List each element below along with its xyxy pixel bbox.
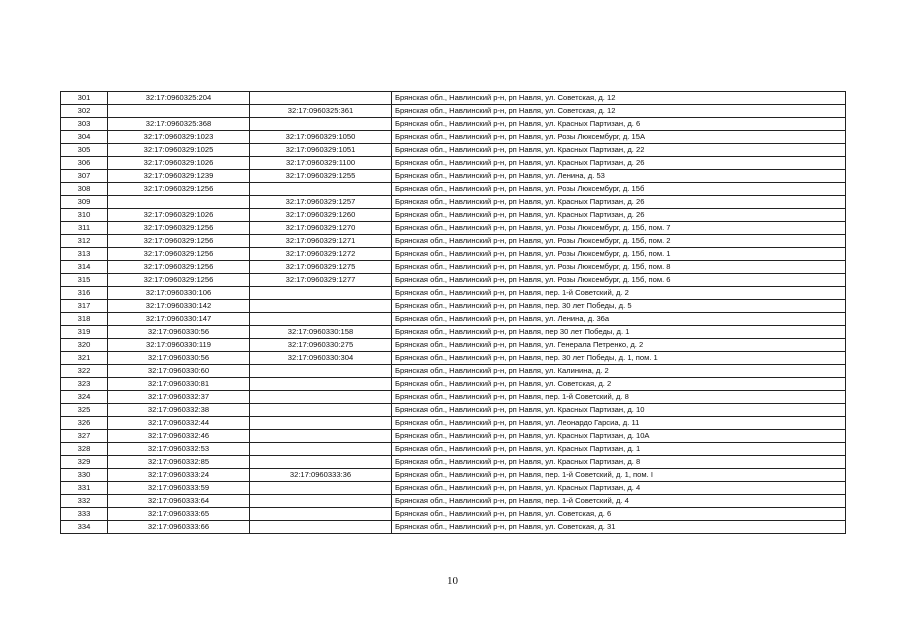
cadastral-number-cell: 32:17:0960332:85 <box>108 456 250 469</box>
cadastral-number-cell: 32:17:0960329:1256 <box>108 222 250 235</box>
related-cadastral-number-cell <box>250 443 392 456</box>
table-row <box>61 144 846 157</box>
table-row <box>61 430 846 443</box>
row-number-cell: 329 <box>61 456 108 469</box>
address-cell: Брянская обл., Навлинский р-н, рп Навля, ул. Советская, д. 12 <box>392 105 846 118</box>
row-number-cell: 301 <box>61 92 108 105</box>
address-cell: Брянская обл., Навлинский р-н, рп Навля, ул. Красных Партизан, д. 22 <box>392 144 846 157</box>
address-cell: Брянская обл., Навлинский р-н, рп Навля, ул. Красных Партизан, д. 10А <box>392 430 846 443</box>
table-row <box>61 92 846 105</box>
table-row <box>61 378 846 391</box>
related-cadastral-number-cell: 32:17:0960329:1271 <box>250 235 392 248</box>
related-cadastral-number-cell <box>250 404 392 417</box>
address-cell: Брянская обл., Навлинский р-н, рп Навля, пер. 30 лет Победы, д. 1, пом. 1 <box>392 352 846 365</box>
cadastral-number-cell: 32:17:0960329:1239 <box>108 170 250 183</box>
cadastral-number-cell: 32:17:0960333:65 <box>108 508 250 521</box>
related-cadastral-number-cell <box>250 417 392 430</box>
row-number-cell: 315 <box>61 274 108 287</box>
table-row <box>61 352 846 365</box>
cadastral-number-cell <box>108 196 250 209</box>
address-cell: Брянская обл., Навлинский р-н, рп Навля, ул. Советская, д. 31 <box>392 521 846 534</box>
address-cell: Брянская обл., Навлинский р-н, рп Навля, ул. Советская, д. 6 <box>392 508 846 521</box>
row-number-cell: 316 <box>61 287 108 300</box>
address-cell: Брянская обл., Навлинский р-н, рп Навля, ул. Ленина, д. 36а <box>392 313 846 326</box>
address-cell: Брянская обл., Навлинский р-н, рп Навля, ул. Генерала Петренко, д. 2 <box>392 339 846 352</box>
address-cell: Брянская обл., Навлинский р-н, рп Навля, ул. Красных Партизан, д. 1 <box>392 443 846 456</box>
address-cell: Брянская обл., Навлинский р-н, рп Навля, ул. Розы Люксембург, д. 15б, пом. 6 <box>392 274 846 287</box>
address-cell: Брянская обл., Навлинский р-н, рп Навля, ул. Розы Люксембург, д. 15б, пом. 2 <box>392 235 846 248</box>
row-number-cell: 321 <box>61 352 108 365</box>
related-cadastral-number-cell <box>250 183 392 196</box>
address-cell: Брянская обл., Навлинский р-н, рп Навля, ул. Красных Партизан, д. 26 <box>392 157 846 170</box>
related-cadastral-number-cell <box>250 287 392 300</box>
related-cadastral-number-cell: 32:17:0960329:1275 <box>250 261 392 274</box>
related-cadastral-number-cell <box>250 391 392 404</box>
cadastral-table <box>60 91 846 534</box>
related-cadastral-number-cell <box>250 482 392 495</box>
cadastral-number-cell: 32:17:0960330:81 <box>108 378 250 391</box>
related-cadastral-number-cell: 32:17:0960333:36 <box>250 469 392 482</box>
address-cell: Брянская обл., Навлинский р-н, рп Навля, ул. Советская, д. 2 <box>392 378 846 391</box>
cadastral-number-cell: 32:17:0960329:1256 <box>108 183 250 196</box>
row-number-cell: 309 <box>61 196 108 209</box>
table-row <box>61 287 846 300</box>
related-cadastral-number-cell: 32:17:0960329:1277 <box>250 274 392 287</box>
related-cadastral-number-cell <box>250 300 392 313</box>
address-cell: Брянская обл., Навлинский р-н, рп Навля, ул. Красных Партизан, д. 26 <box>392 196 846 209</box>
address-cell: Брянская обл., Навлинский р-н, рп Навля, ул. Красных Партизан, д. 10 <box>392 404 846 417</box>
related-cadastral-number-cell: 32:17:0960330:304 <box>250 352 392 365</box>
row-number-cell: 306 <box>61 157 108 170</box>
cadastral-number-cell: 32:17:0960325:368 <box>108 118 250 131</box>
table-row <box>61 456 846 469</box>
related-cadastral-number-cell: 32:17:0960329:1050 <box>250 131 392 144</box>
row-number-cell: 325 <box>61 404 108 417</box>
table-row <box>61 443 846 456</box>
row-number-cell: 305 <box>61 144 108 157</box>
cadastral-number-cell: 32:17:0960329:1026 <box>108 209 250 222</box>
address-cell: Брянская обл., Навлинский р-н, рп Навля, ул. Розы Люксембург, д. 15б, пом. 1 <box>392 248 846 261</box>
table-row <box>61 339 846 352</box>
table-row <box>61 365 846 378</box>
row-number-cell: 318 <box>61 313 108 326</box>
address-cell: Брянская обл., Навлинский р-н, рп Навля, ул. Красных Партизан, д. 6 <box>392 118 846 131</box>
row-number-cell: 319 <box>61 326 108 339</box>
row-number-cell: 302 <box>61 105 108 118</box>
related-cadastral-number-cell: 32:17:0960329:1257 <box>250 196 392 209</box>
table-row <box>61 391 846 404</box>
related-cadastral-number-cell <box>250 430 392 443</box>
table-row <box>61 274 846 287</box>
address-cell: Брянская обл., Навлинский р-н, рп Навля, ул. Ленина, д. 53 <box>392 170 846 183</box>
cadastral-number-cell: 32:17:0960330:142 <box>108 300 250 313</box>
row-number-cell: 312 <box>61 235 108 248</box>
row-number-cell: 326 <box>61 417 108 430</box>
row-number-cell: 314 <box>61 261 108 274</box>
row-number-cell: 333 <box>61 508 108 521</box>
table-row <box>61 157 846 170</box>
cadastral-number-cell: 32:17:0960330:56 <box>108 326 250 339</box>
cadastral-number-cell: 32:17:0960330:56 <box>108 352 250 365</box>
table-row <box>61 469 846 482</box>
table-row <box>61 209 846 222</box>
cadastral-number-cell: 32:17:0960332:46 <box>108 430 250 443</box>
cadastral-number-cell: 32:17:0960329:1026 <box>108 157 250 170</box>
table-row <box>61 508 846 521</box>
table-row <box>61 170 846 183</box>
cadastral-number-cell: 32:17:0960329:1256 <box>108 274 250 287</box>
row-number-cell: 323 <box>61 378 108 391</box>
row-number-cell: 317 <box>61 300 108 313</box>
table-row <box>61 417 846 430</box>
row-number-cell: 310 <box>61 209 108 222</box>
address-cell: Брянская обл., Навлинский р-н, рп Навля, пер. 1-й Советский, д. 1, пом. I <box>392 469 846 482</box>
related-cadastral-number-cell: 32:17:0960329:1272 <box>250 248 392 261</box>
related-cadastral-number-cell: 32:17:0960330:158 <box>250 326 392 339</box>
cadastral-number-cell: 32:17:0960325:204 <box>108 92 250 105</box>
cadastral-number-cell: 32:17:0960330:119 <box>108 339 250 352</box>
cadastral-number-cell: 32:17:0960332:44 <box>108 417 250 430</box>
table-row <box>61 248 846 261</box>
row-number-cell: 327 <box>61 430 108 443</box>
table-row <box>61 235 846 248</box>
related-cadastral-number-cell: 32:17:0960330:275 <box>250 339 392 352</box>
address-cell: Брянская обл., Навлинский р-н, рп Навля, ул. Розы Люксембург, д. 15б, пом. 7 <box>392 222 846 235</box>
table-row <box>61 326 846 339</box>
table-row <box>61 105 846 118</box>
row-number-cell: 320 <box>61 339 108 352</box>
related-cadastral-number-cell: 32:17:0960329:1051 <box>250 144 392 157</box>
address-cell: Брянская обл., Навлинский р-н, рп Навля, ул. Красных Партизан, д. 4 <box>392 482 846 495</box>
address-cell: Брянская обл., Навлинский р-н, рп Навля, пер 30 лет Победы, д. 1 <box>392 326 846 339</box>
row-number-cell: 331 <box>61 482 108 495</box>
page-number: 10 <box>447 575 458 587</box>
related-cadastral-number-cell <box>250 313 392 326</box>
table-row <box>61 482 846 495</box>
address-cell: Брянская обл., Навлинский р-н, рп Навля, ул. Советская, д. 12 <box>392 92 846 105</box>
row-number-cell: 304 <box>61 131 108 144</box>
address-cell: Брянская обл., Навлинский р-н, рп Навля, ул. Розы Люксембург, д. 15б, пом. 8 <box>392 261 846 274</box>
address-cell: Брянская обл., Навлинский р-н, рп Навля, ул. Розы Люксембург, д. 15А <box>392 131 846 144</box>
cadastral-number-cell: 32:17:0960330:147 <box>108 313 250 326</box>
row-number-cell: 334 <box>61 521 108 534</box>
address-cell: Брянская обл., Навлинский р-н, рп Навля, ул. Калинина, д. 2 <box>392 365 846 378</box>
table-row <box>61 222 846 235</box>
cadastral-number-cell <box>108 105 250 118</box>
address-cell: Брянская обл., Навлинский р-н, рп Навля, ул. Леонардо Гарсиа, д. 11 <box>392 417 846 430</box>
table-row <box>61 183 846 196</box>
address-cell: Брянская обл., Навлинский р-н, рп Навля, пер. 1-й Советский, д. 4 <box>392 495 846 508</box>
related-cadastral-number-cell <box>250 378 392 391</box>
table-body <box>61 92 846 534</box>
related-cadastral-number-cell: 32:17:0960329:1260 <box>250 209 392 222</box>
row-number-cell: 313 <box>61 248 108 261</box>
row-number-cell: 330 <box>61 469 108 482</box>
table-row <box>61 313 846 326</box>
address-cell: Брянская обл., Навлинский р-н, рп Навля, ул. Красных Партизан, д. 8 <box>392 456 846 469</box>
table-row <box>61 131 846 144</box>
address-cell: Брянская обл., Навлинский р-н, рп Навля, ул. Красных Партизан, д. 26 <box>392 209 846 222</box>
related-cadastral-number-cell <box>250 365 392 378</box>
row-number-cell: 307 <box>61 170 108 183</box>
cadastral-number-cell: 32:17:0960329:1256 <box>108 235 250 248</box>
row-number-cell: 308 <box>61 183 108 196</box>
cadastral-number-cell: 32:17:0960329:1256 <box>108 248 250 261</box>
table-row <box>61 521 846 534</box>
row-number-cell: 328 <box>61 443 108 456</box>
related-cadastral-number-cell <box>250 521 392 534</box>
related-cadastral-number-cell: 32:17:0960329:1100 <box>250 157 392 170</box>
cadastral-number-cell: 32:17:0960333:59 <box>108 482 250 495</box>
related-cadastral-number-cell <box>250 495 392 508</box>
table-row <box>61 261 846 274</box>
related-cadastral-number-cell <box>250 118 392 131</box>
related-cadastral-number-cell <box>250 92 392 105</box>
cadastral-number-cell: 32:17:0960329:1023 <box>108 131 250 144</box>
table-row <box>61 196 846 209</box>
cadastral-number-cell: 32:17:0960330:106 <box>108 287 250 300</box>
row-number-cell: 303 <box>61 118 108 131</box>
cadastral-number-cell: 32:17:0960333:24 <box>108 469 250 482</box>
cadastral-number-cell: 32:17:0960329:1256 <box>108 261 250 274</box>
related-cadastral-number-cell: 32:17:0960329:1270 <box>250 222 392 235</box>
address-cell: Брянская обл., Навлинский р-н, рп Навля, пер. 30 лет Победы, д. 5 <box>392 300 846 313</box>
related-cadastral-number-cell <box>250 456 392 469</box>
row-number-cell: 322 <box>61 365 108 378</box>
related-cadastral-number-cell: 32:17:0960325:361 <box>250 105 392 118</box>
related-cadastral-number-cell: 32:17:0960329:1255 <box>250 170 392 183</box>
row-number-cell: 332 <box>61 495 108 508</box>
cadastral-number-cell: 32:17:0960333:64 <box>108 495 250 508</box>
table-row <box>61 495 846 508</box>
cadastral-number-cell: 32:17:0960332:38 <box>108 404 250 417</box>
table-row <box>61 404 846 417</box>
address-cell: Брянская обл., Навлинский р-н, рп Навля, ул. Розы Люксембург, д. 15б <box>392 183 846 196</box>
address-cell: Брянская обл., Навлинский р-н, рп Навля, пер. 1-й Советский, д. 8 <box>392 391 846 404</box>
cadastral-number-cell: 32:17:0960329:1025 <box>108 144 250 157</box>
related-cadastral-number-cell <box>250 508 392 521</box>
table-row <box>61 118 846 131</box>
address-cell: Брянская обл., Навлинский р-н, рп Навля, пер. 1-й Советский, д. 2 <box>392 287 846 300</box>
cadastral-number-cell: 32:17:0960333:66 <box>108 521 250 534</box>
cadastral-number-cell: 32:17:0960332:53 <box>108 443 250 456</box>
cadastral-number-cell: 32:17:0960330:60 <box>108 365 250 378</box>
table-row <box>61 300 846 313</box>
cadastral-number-cell: 32:17:0960332:37 <box>108 391 250 404</box>
row-number-cell: 324 <box>61 391 108 404</box>
row-number-cell: 311 <box>61 222 108 235</box>
